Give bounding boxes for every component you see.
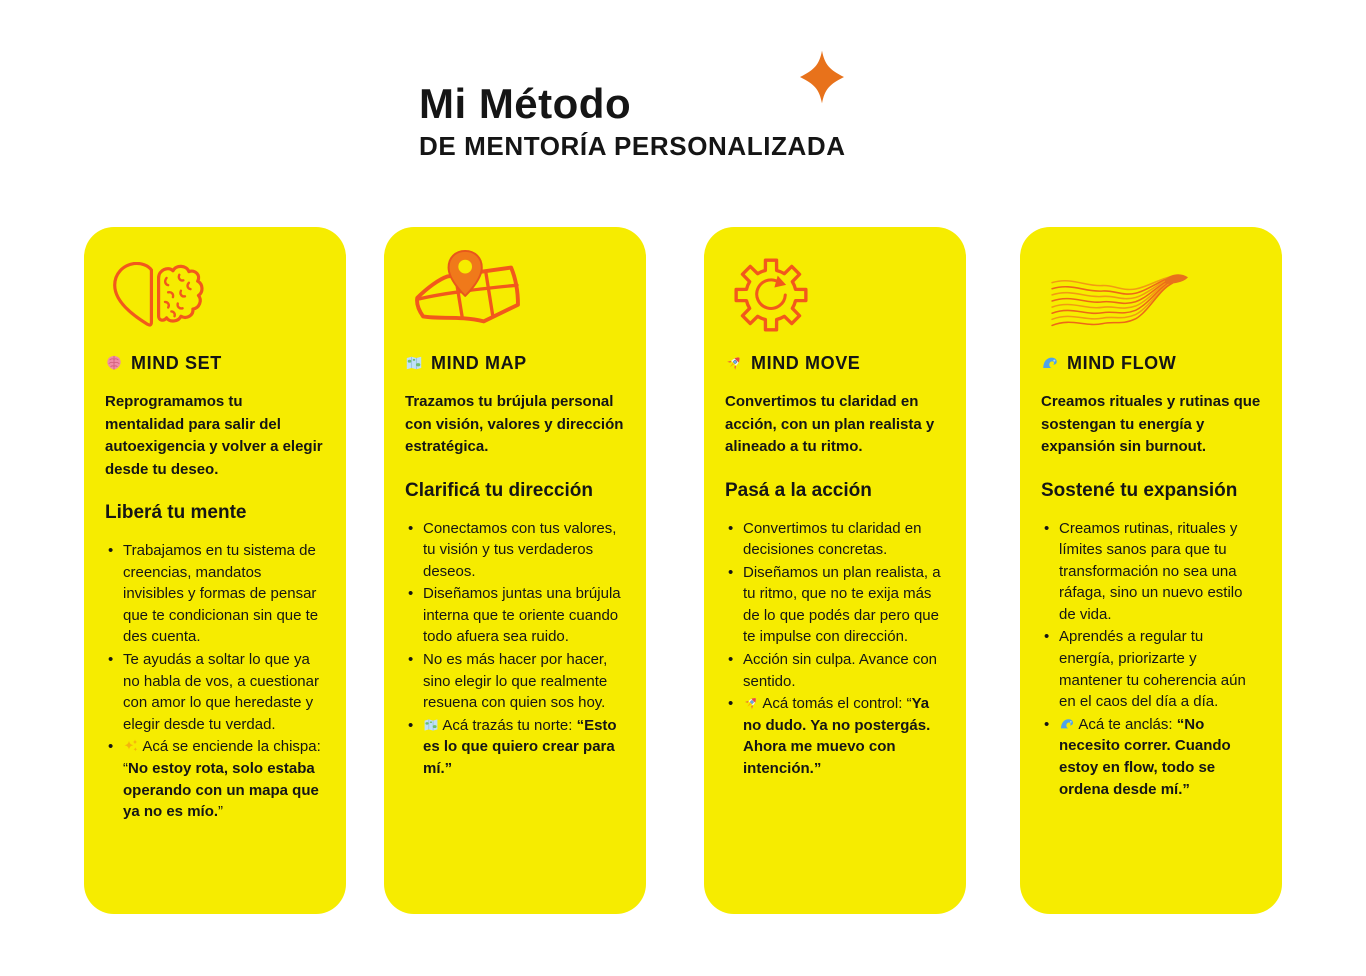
bullet-item: • Te ayudás a soltar lo que ya no habla de vos, a cuestionar con amor lo que heredaste y elegir desde tu verdad. (108, 649, 325, 735)
card-mind-flow (1020, 227, 1282, 914)
page-header (419, 82, 846, 162)
card-heading-label: MIND MOVE (751, 353, 861, 373)
bullet-item: • Creamos rutinas, rituales y límites sanos para que tu transformación no sea una ráfaga, sino un nuevo estilo de vida. (1044, 518, 1261, 626)
card-subheading: Pasá a la acción (725, 479, 872, 501)
page-title: Mi Método (419, 80, 632, 127)
card-heading (1041, 353, 1261, 374)
bullet-item: • Acá te anclás: “No necesito correr. Cuando estoy en flow, todo se ordena desde mí.” (1044, 714, 1261, 800)
card-heading-label: MIND FLOW (1067, 353, 1177, 373)
rocket-emoji (743, 693, 759, 715)
card-mind-map (384, 227, 646, 914)
card-subheading: Sostené tu expansión (1041, 479, 1238, 501)
world-map-emoji (405, 353, 423, 374)
bullet-item: • Trabajamos en tu sistema de creencias, mandatos invisibles y formas de pensar que te condicionan sin que te des cuenta. (108, 540, 325, 648)
card-heading-label: MIND MAP (431, 353, 527, 373)
card-heading (725, 353, 945, 374)
map-pin-illustration (405, 245, 625, 337)
wave-emoji (1059, 714, 1075, 736)
bullet-item: • Diseñamos juntas una brújula interna que te oriente cuando todo afuera sea ruido. (408, 583, 625, 648)
bullet-list (405, 518, 625, 780)
bullet-item: • Convertimos tu claridad en decisiones concretas. (728, 518, 945, 561)
card-heading (405, 353, 625, 374)
bullet-list (725, 518, 945, 780)
card-intro: Convertimos tu claridad en acción, con un plan realista y alineado a tu ritmo. (725, 393, 935, 455)
world-map-emoji (423, 715, 439, 737)
card-intro: Trazamos tu brújula personal con visión, valores y dirección estratégica. (405, 393, 624, 455)
sparkles-emoji (123, 736, 139, 758)
card-intro: Creamos rituales y rutinas que sostengan tu energía y expansión sin burnout. (1041, 393, 1261, 455)
bullet-item: • Acción sin culpa. Avance con sentido. (728, 649, 945, 692)
card-subheading: Liberá tu mente (105, 502, 247, 523)
wave-emoji (1041, 353, 1059, 374)
bullet-list (1041, 518, 1261, 801)
bullet-list (105, 540, 325, 823)
bullet-item: • Acá trazás tu norte: “Esto es lo que quiero crear para mí.” (408, 715, 625, 780)
gear-refresh-illustration (725, 245, 945, 337)
heart-brain-illustration (105, 245, 325, 337)
card-intro: Reprogramamos tu mentalidad para salir del autoexigencia y volver a elegir desde tu deseo. (105, 393, 323, 478)
card-mind-move (704, 227, 966, 914)
rocket-emoji (725, 353, 743, 374)
card-heading-label: MIND SET (131, 353, 222, 373)
bullet-item: • Acá tomás el control: “Ya no dudo. Ya no postergás. Ahora me muevo con intención.” (728, 693, 945, 779)
card-mind-set (84, 227, 346, 914)
page-subtitle: DE MENTORÍA PERSONALIZADA (419, 131, 846, 162)
bullet-item: • Conectamos con tus valores, tu visión y tus verdaderos deseos. (408, 518, 625, 583)
flow-lines-illustration (1041, 245, 1261, 337)
brain-emoji (105, 353, 123, 374)
bullet-item: • No es más hacer por hacer, sino elegir lo que realmente resuena con quien sos hoy. (408, 649, 625, 714)
bullet-item: • Aprendés a regular tu energía, priorizarte y mantener tu coherencia aún en el caos del día a día. (1044, 626, 1261, 712)
bullet-item: • Acá se enciende la chispa: “No estoy rota, solo estaba operando con un mapa que ya no es mío.” (108, 736, 325, 822)
card-subheading: Clarificá tu dirección (405, 479, 593, 501)
bullet-item: • Diseñamos un plan realista, a tu ritmo, que no te exija más de lo que podés dar pero que te impulse con dirección. (728, 562, 945, 648)
card-heading (105, 353, 325, 374)
